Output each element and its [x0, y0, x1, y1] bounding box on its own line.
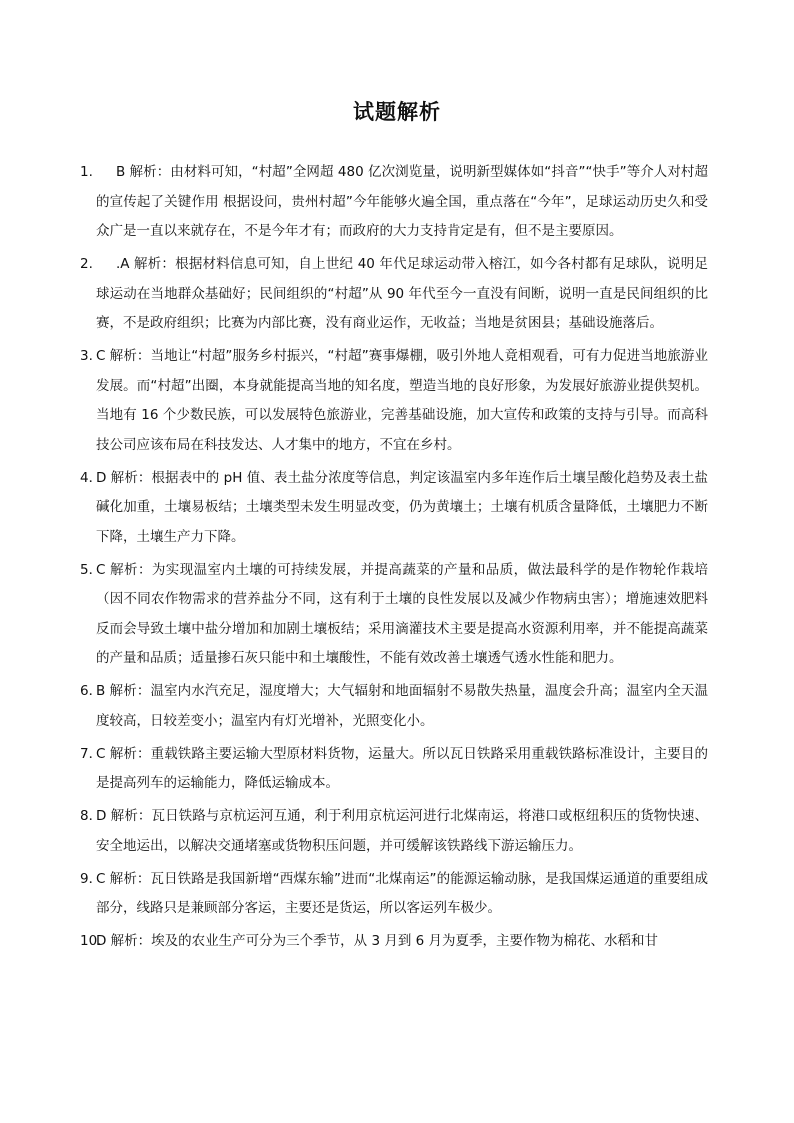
item-number: 4． — [80, 469, 103, 486]
item-number: 7． — [80, 745, 103, 762]
answer-item-9 — [80, 865, 708, 924]
item-number: 8． — [80, 808, 103, 824]
answer-item-3 — [80, 342, 708, 460]
item-number: 3. — [80, 348, 93, 364]
answer-item-2 — [80, 250, 708, 339]
item-number: 2. — [80, 256, 93, 272]
item-number: 5． — [80, 561, 103, 578]
item-text: D 解析：根据表中的 pH 值、表土盐分浓度等信息，判定该温室内多年连作后土壤呈酸化趋势及表土盐碱化加重，土壤易板结；土壤类型未发生明显改变，仍为黄壤土；土壤有机质含量降低，土壤肥力不断下降，土壤生产力下降。 — [96, 469, 708, 545]
item-number: 9． — [80, 870, 103, 887]
item-text: C 解析：当地让“村超”服务乡村振兴，“村超”赛事爆棚，吸引外地人竟相观看，可有力促进当地旅游业发展。而“村超”出圈，本身就能提高当地的知名度，塑造当地的良好形象，为发展好旅游业提供契机。当地有 16 个少数民族，可以发展特色旅游业，完善基础设施，加大宣传和政策的支持与引导。而高科技公司应该布局在科技发达、人才集中的地方，不宜在乡村。 — [96, 348, 708, 453]
page-title: 试题解析 — [353, 100, 441, 124]
item-text: B 解析：由材料可知，“村超”全网超 480 亿次浏览量，说明新型媒体如“抖音”“快手”等介人对村超的宣传起了关键作用 根据设问，贵州村超”今年能够火遍全国，重点落在“今年”，足球运动历史久和受众广是一直以来就存在，不是今年才有；而政府的大力支持肯定是有，但不是主要原因。 — [96, 164, 708, 239]
item-text: .A 解析：根据材料信息可知，自上世纪 40 年代足球运动带入榕江，如今各村都有足球队，说明足球运动在当地群众基础好；民间组织的“村超”从 90 年代至今一直没有间断，说明一直是民间组织的比赛，不是政府组织；比赛为内部比赛，没有商业运作，无收益；当地是贫困县；基础设施落后。 — [96, 256, 708, 331]
answer-item-8 — [80, 802, 708, 861]
answer-item-7 — [80, 740, 708, 799]
item-number: 6． — [80, 683, 103, 699]
answer-item-5 — [80, 556, 708, 674]
item-text: C 解析：瓦日铁路是我国新增“西煤东输”进而“北煤南运”的能源运输动脉，是我国煤运通道的重要组成部分，线路只是兼顾部分客运，主要还是货运，所以客运列车极少。 — [96, 870, 708, 916]
answer-list — [80, 158, 708, 960]
answer-item-6 — [80, 677, 708, 736]
item-number: 1. — [80, 164, 93, 180]
item-text: D 解析：埃及的农业生产可分为三个季节，从 3 月到 6 月为夏季，主要作物为棉花、水稻和甘 — [96, 933, 659, 949]
item-text: C 解析：重载铁路主要运输大型原材料货物，运量大。所以瓦日铁路采用重载铁路标准设计，主要目的是提高列车的运输能力，降低运输成本。 — [96, 745, 708, 791]
item-number: 10. — [80, 933, 102, 949]
answer-item-1 — [80, 158, 708, 247]
answer-item-4 — [80, 464, 708, 553]
item-text: C 解析：为实现温室内土壤的可持续发展，并提高蔬菜的产量和品质，做法最科学的是作物轮作栽培（因不同农作物需求的营养盐分不同，这有利于土壤的良性发展以及减少作物病虫害）；增施速效肥料反而会导致土壤中盐分增加和加剧土壤板结；采用滴灌技术主要是提高水资源利用率，并不能提高蔬菜的产量和品质；适量掺石灰只能中和土壤酸性，不能有效改善土壤透气透水性能和肥力。 — [96, 561, 708, 666]
item-text: B 解析：温室内水汽充足，湿度增大；大气辐射和地面辐射不易散失热量，温度会升高；温室内全天温度较高，日较差变小；温室内有灯光增补，光照变化小。 — [96, 683, 708, 729]
item-text: D 解析：瓦日铁路与京杭运河互通，利于利用京杭运河进行北煤南运，将港口或枢纽积压的货物快速、安全地运出，以解决交通堵塞或货物积压问题，并可缓解该铁路线下游运输压力。 — [96, 808, 708, 854]
answer-item-10 — [80, 927, 708, 957]
